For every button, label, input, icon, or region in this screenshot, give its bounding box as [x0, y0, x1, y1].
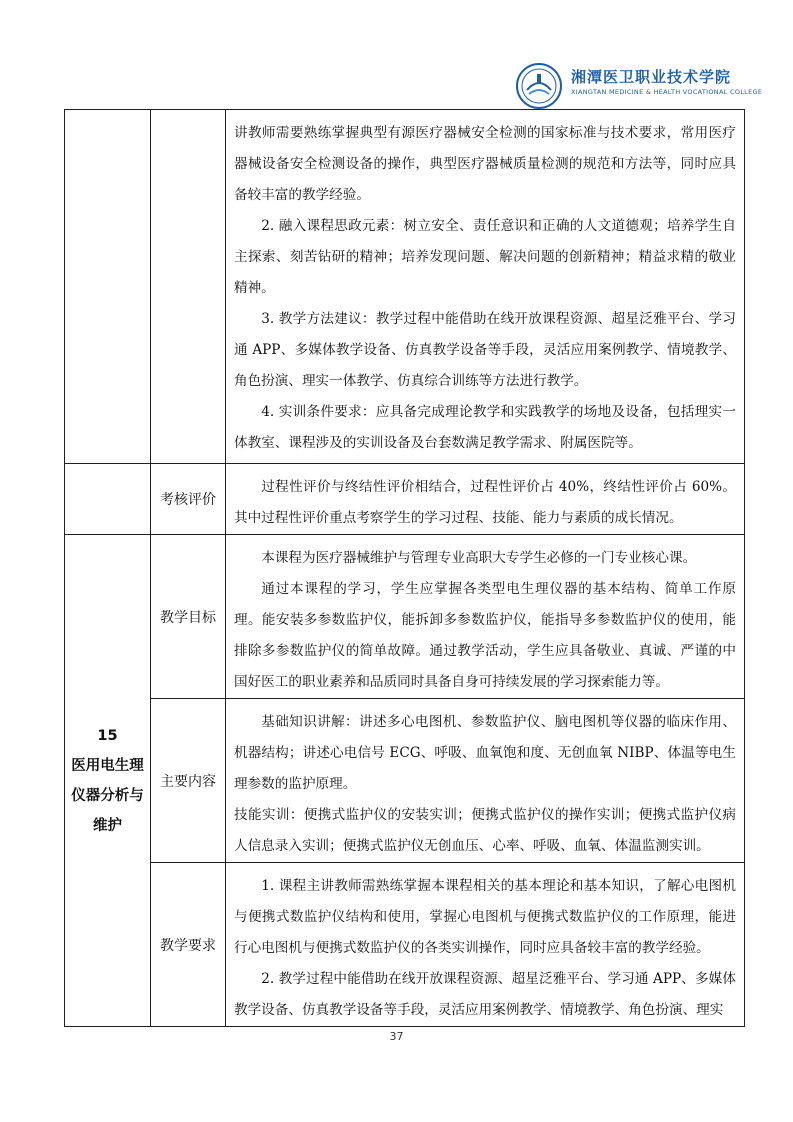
course-number: 15 — [97, 727, 118, 744]
course-name-line: 仪器分析与 — [71, 787, 144, 804]
paragraph: 4. 实训条件要求：应具备完成理论教学和实践教学的场地及设备，包括理实一体教室、课程涉及的实训设备及台套数满足教学需求、附属医院等。 — [234, 404, 736, 451]
prev-teaching-requirements — [226, 110, 745, 464]
school-name-cn: 湘潭医卫职业技术学院 — [571, 68, 732, 86]
paragraph: 2. 融入课程思政元素：树立安全、责任意识和正确的人文道德观；培养学生自主探索、刻苦钻研的精神；培养发现问题、解决问题的创新精神；精益求精的敬业精神。 — [234, 218, 736, 296]
page-number: 37 — [389, 1030, 404, 1043]
paragraph: 本课程为医疗器械维护与管理专业高职大专学生必修的一门专业核心课。 — [261, 550, 697, 566]
paragraph: 1. 课程主讲教师需熟练掌握本课程相关的基本理论和基本知识，了解心电图机与便携式数监护仪结构和使用，掌握心电图机与便携式数监护仪的工作原理，能进行心电图机与便携式数监护仪的各类实训操作，同时应具备较丰富的教学经验。 — [234, 878, 736, 956]
course-name-cell — [65, 535, 151, 1027]
paragraph: 通过本课程的学习，学生应掌握各类型电生理仪器的基本结构、简单工作原理。能安装多参数监护仪，能拆卸多参数监护仪，能指导多参数监护仪的使用，能排除多参数监护仪的简单故障。通过教学活动，学生应具备敬业、真诚、严谨的中国好医工的职业素养和品质同时具备自身可持续发展的学习探索能力等。 — [234, 581, 736, 690]
goal-text-cell — [226, 535, 745, 699]
goal-label: 教学目标 — [151, 535, 226, 699]
course-table — [64, 109, 745, 1027]
content-label: 主要内容 — [151, 699, 226, 863]
paragraph: 3. 教学方法建议：教学过程中能借助在线开放课程资源、超星泛雅平台、学习通 APP、多媒体教学设备、仿真教学设备等手段，灵活应用案例教学、情境教学、角色扮演、理实一体教学、仿真综合训练等方法进行教学。 — [234, 311, 736, 389]
requirements-label: 教学要求 — [151, 863, 226, 1027]
paragraph: 讲教师需要熟练掌握典型有源医疗器械安全检测的国家标准与技术要求，常用医疗器械设备安全检测设备的操作，典型医疗器械质量检测的规范和方法等，同时应具备较丰富的教学经验。 — [234, 125, 736, 203]
school-logo — [515, 62, 763, 112]
prev-course-cell — [65, 464, 151, 535]
content-text-cell — [226, 699, 745, 863]
paragraph: 基础知识讲解：讲述多心电图机、参数监护仪、脑电图机等仪器的临床作用、机器结构；讲述心电信号 ECG、呼吸、血氧饱和度、无创血氧 NIBP、体温等电生理参数的监护原理。 — [234, 714, 736, 792]
school-seal-icon — [515, 62, 563, 110]
course-name-line: 维护 — [93, 817, 122, 834]
school-name-en: XIANGTAN MEDICINE & HEALTH VOCATIONAL COLLEGE — [571, 88, 763, 96]
assessment-label: 考核评价 — [151, 464, 226, 535]
paragraph: 技能实训：便携式监护仪的安装实训；便携式监护仪的操作实训；便携式监护仪病人信息录入实训；便携式监护仪无创血压、心率、呼吸、血氧、体温监测实训。 — [234, 807, 736, 854]
course-name-line: 医用电生理 — [71, 757, 144, 774]
paragraph: 过程性评价与终结性评价相结合，过程性评价占 40%，终结性评价占 60%。其中过程性评价重点考察学生的学习过程、技能、能力与素质的成长情况。 — [234, 479, 736, 526]
paragraph: 2. 教学过程中能借助在线开放课程资源、超星泛雅平台、学习通 APP、多媒体教学设备、仿真教学设备等手段，灵活应用案例教学、情境教学、角色扮演、理实 — [234, 971, 736, 1018]
prev-course-cell — [65, 110, 151, 464]
assessment-text-cell — [226, 464, 745, 535]
requirements-text-cell — [226, 863, 745, 1027]
prev-label-cell — [151, 110, 226, 464]
